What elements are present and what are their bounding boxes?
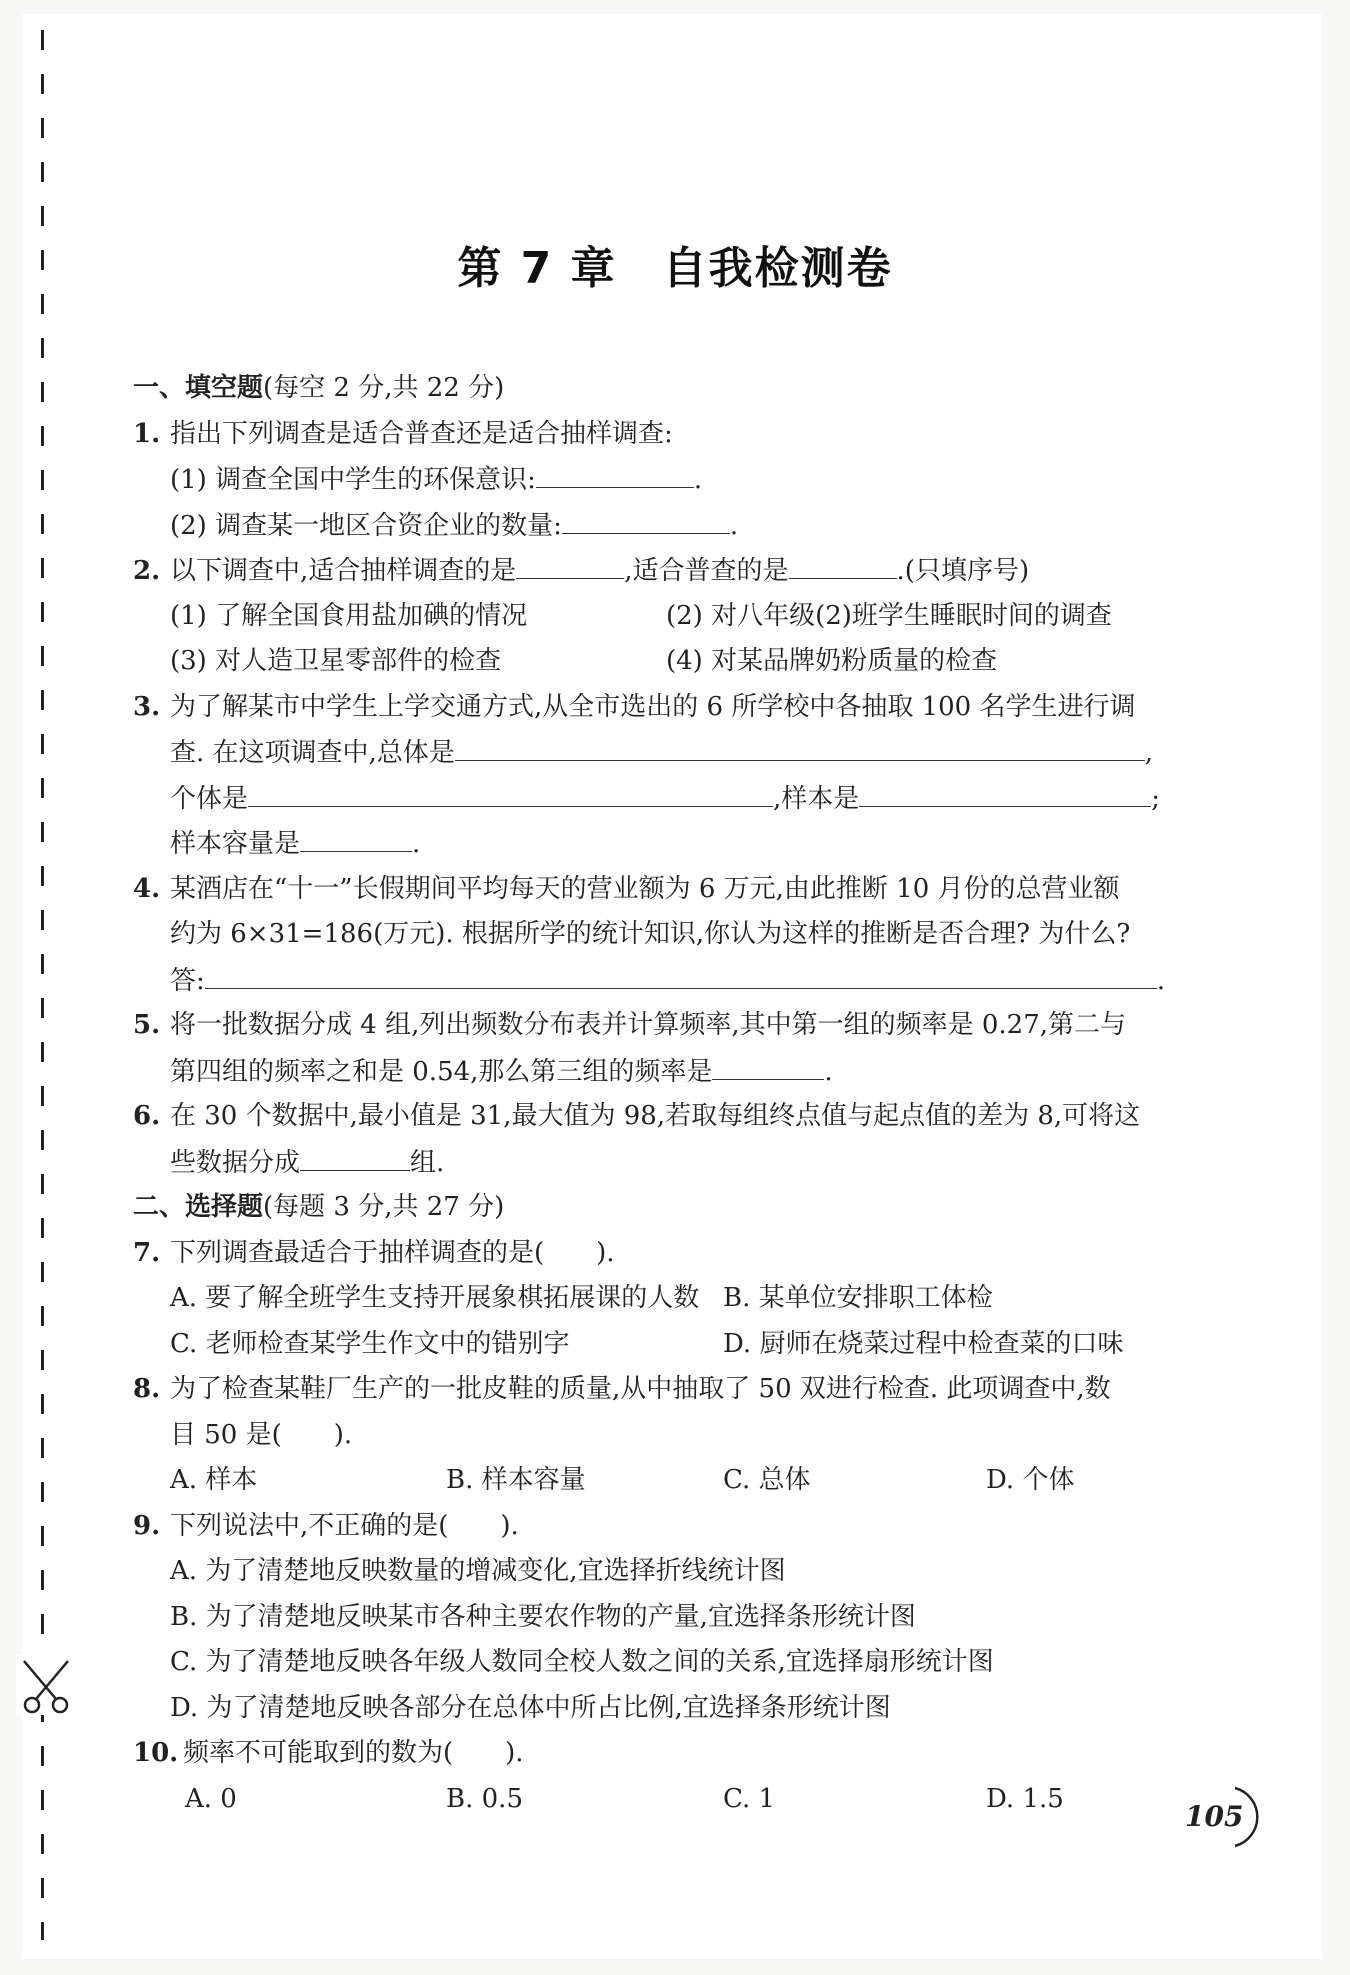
question-1-item-2: (2) 调查某一地区合资企业的数量: . [133, 503, 1193, 549]
question-4 [133, 867, 1193, 913]
question-number: 10. [133, 1738, 179, 1768]
choice-c[interactable]: C. 为了清楚地反映各年级人数同全校人数之间的关系,宜选择扇形统计图 [170, 1647, 994, 1677]
question-number: 2. [133, 556, 161, 586]
question-7 [133, 1231, 1193, 1277]
section-title: 一、填空题 [133, 373, 264, 403]
question-8-line-2 [133, 1413, 1193, 1459]
answer-blank[interactable] [205, 958, 1157, 989]
choice-b[interactable]: B. 0.5 [446, 1783, 523, 1814]
question-number: 3. [133, 691, 161, 722]
question-6 [133, 1094, 1193, 1140]
choice-c[interactable]: C. 总体 [723, 1465, 811, 1495]
question-2 [133, 548, 1193, 594]
question-9-option-b [133, 1595, 1193, 1641]
question-4-line-2 [133, 912, 1193, 958]
page-title: 第 7 章 自我检测卷 [457, 243, 893, 294]
answer-blank[interactable] [455, 730, 1145, 761]
answer-label: 答: [170, 965, 205, 996]
question-2-options-row-2 [133, 639, 1193, 685]
choice-d[interactable]: D. 1.5 [986, 1783, 1064, 1814]
option-text: (1) 了解全国食用盐加碘的情况 [170, 600, 528, 631]
question-4-answer: 答: . [133, 958, 1193, 1004]
question-number: 8. [133, 1374, 161, 1404]
question-stem: 组. [410, 1147, 445, 1178]
answer-blank[interactable] [300, 821, 412, 852]
question-number: 1. [133, 418, 161, 449]
question-number: 4. [133, 873, 161, 904]
cut-line [40, 30, 46, 1940]
choice-a[interactable]: A. 为了清楚地反映数量的增减变化,宜选择折线统计图 [170, 1556, 786, 1586]
question-stem: 下列说法中,不正确的是( ). [170, 1510, 519, 1541]
answer-blank[interactable] [789, 548, 897, 579]
question-stem: 目 50 是( ). [170, 1419, 353, 1450]
answer-blank[interactable] [516, 548, 624, 579]
choice-a[interactable]: A. 要了解全班学生支持开展象棋拓展课的人数 [170, 1283, 700, 1313]
answer-blank[interactable] [536, 457, 694, 488]
question-1-item-1: (1) 调查全国中学生的环保意识: . [133, 457, 1193, 503]
question-stem: 个体是 [170, 783, 249, 814]
question-stem: 样本容量是 [170, 829, 301, 859]
question-9-option-a [133, 1549, 1193, 1595]
question-number: 6. [133, 1101, 161, 1131]
question-number: 7. [133, 1237, 161, 1268]
answer-blank[interactable] [562, 503, 730, 534]
question-stem: 查. 在这项调查中,总体是 [170, 738, 455, 768]
question-8 [133, 1367, 1193, 1413]
choice-c[interactable]: C. 1 [723, 1783, 776, 1814]
question-stem: 约为 6×31=186(万元). 根据所学的统计知识,你认为这样的推断是否合理? 为什么? [170, 919, 1131, 949]
choice-c[interactable]: C. 老师检查某学生作文中的错别字 [170, 1328, 570, 1359]
question-stem: 以下调查中,适合抽样调查的是 [170, 556, 517, 586]
question-2-options-row-1 [133, 594, 1193, 640]
question-3-line-4: 样本容量是 . [133, 821, 1193, 867]
page-number: 105 [1185, 1800, 1244, 1833]
question-stem: 将一批数据分成 4 组,列出频数分布表并计算频率,其中第一组的频率是 0.27,第二与 [170, 1010, 1127, 1040]
item-text: (2) 调查某一地区合资企业的数量: [170, 510, 562, 541]
item-text: (1) 调查全国中学生的环保意识: [170, 465, 536, 495]
choice-b[interactable]: B. 为了清楚地反映某市各种主要农作物的产量,宜选择条形统计图 [170, 1601, 916, 1632]
choice-b[interactable]: B. 样本容量 [446, 1465, 586, 1495]
question-8-options [133, 1458, 1193, 1504]
question-3 [133, 685, 1193, 731]
question-stem: 频率不可能取到的数为( ). [183, 1738, 524, 1768]
question-9-option-c [133, 1640, 1193, 1686]
question-1 [133, 412, 1193, 458]
choice-d[interactable]: D. 为了清楚地反映各部分在总体中所占比例,宜选择条形统计图 [170, 1692, 891, 1723]
choice-a[interactable]: A. 0 [185, 1783, 237, 1814]
question-number: 5. [133, 1010, 161, 1040]
answer-blank[interactable] [248, 776, 773, 807]
option-text: (4) 对某品牌奶粉质量的检查 [666, 646, 998, 676]
question-6-line-2 [133, 1140, 1193, 1186]
choice-b[interactable]: B. 某单位安排职工体检 [723, 1283, 993, 1313]
question-stem: 某酒店在“十一”长假期间平均每天的营业额为 6 万元,由此推断 10 月份的总营业额 [170, 873, 1120, 904]
question-stem: 些数据分成 [170, 1147, 301, 1178]
section-heading-choice [133, 1185, 1193, 1231]
question-stem: .(只填序号) [896, 556, 1030, 586]
section-heading-fill-in [133, 366, 1193, 412]
section-note: (每空 2 分,共 22 分) [263, 373, 505, 403]
question-stem: 为了检查某鞋厂生产的一批皮鞋的质量,从中抽取了 50 双进行检查. 此项调查中,数 [170, 1374, 1111, 1404]
answer-blank[interactable] [859, 776, 1151, 807]
question-5 [133, 1003, 1193, 1049]
section-note: (每题 3 分,共 27 分) [263, 1192, 505, 1222]
option-text: (2) 对八年级(2)班学生睡眠时间的调查 [666, 600, 1112, 631]
question-5-line-2: 第四组的频率之和是 0.54,那么第三组的频率是 . [133, 1049, 1193, 1095]
scissors-icon [16, 1655, 76, 1715]
question-10-options [133, 1777, 1193, 1823]
question-stem: 下列调查最适合于抽样调查的是( ). [170, 1237, 615, 1268]
question-number: 9. [133, 1510, 161, 1541]
question-9 [133, 1504, 1193, 1550]
exam-content [133, 366, 1193, 1822]
question-stem: 为了解某市中学生上学交通方式,从全市选出的 6 所学校中各抽取 100 名学生进行调 [170, 691, 1136, 722]
question-3-line-3: 个体是 ,样本是 ; [133, 776, 1193, 822]
section-title: 二、选择题 [133, 1192, 264, 1222]
answer-blank[interactable] [712, 1049, 824, 1080]
choice-a[interactable]: A. 样本 [170, 1465, 258, 1495]
question-stem: ,样本是 [773, 783, 860, 814]
question-7-options-row-2 [133, 1322, 1193, 1368]
question-3-line-2: 查. 在这项调查中,总体是 , [133, 730, 1193, 776]
question-7-options-row-1 [133, 1276, 1193, 1322]
question-10 [133, 1731, 1193, 1777]
question-stem: 在 30 个数据中,最小值是 31,最大值为 98,若取每组终点值与起点值的差为 8,可将这 [170, 1101, 1141, 1131]
question-stem: 指出下列调查是适合普查还是适合抽样调查: [170, 418, 673, 449]
question-stem: 第四组的频率之和是 0.54,那么第三组的频率是 [170, 1056, 713, 1087]
question-stem: ,适合普查的是 [624, 556, 789, 586]
choice-d[interactable]: D. 个体 [986, 1465, 1075, 1495]
question-9-option-d [133, 1686, 1193, 1732]
choice-d[interactable]: D. 厨师在烧菜过程中检查菜的口味 [723, 1328, 1124, 1359]
answer-blank[interactable] [300, 1140, 410, 1171]
option-text: (3) 对人造卫星零部件的检查 [170, 646, 502, 676]
